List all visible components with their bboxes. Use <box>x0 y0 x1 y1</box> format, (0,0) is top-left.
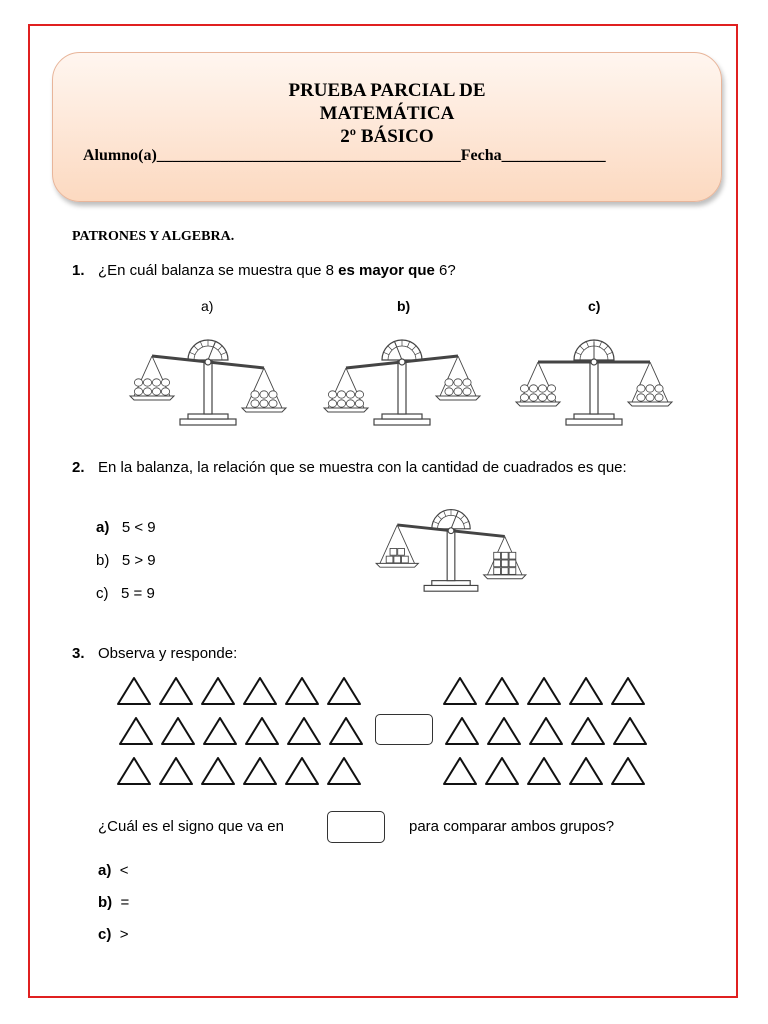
title-line-2: MATEMÁTICA <box>319 103 455 124</box>
triangle-shape <box>570 758 602 784</box>
pan-item <box>509 552 516 559</box>
balance-scale-c <box>524 330 664 430</box>
comparison-box[interactable] <box>375 714 433 745</box>
pan-item <box>494 568 501 575</box>
triangle-shape <box>202 678 234 704</box>
pan-item <box>394 556 401 563</box>
question-number: 2. <box>72 459 85 476</box>
question-3-prompt-after: para comparar ambos grupos? <box>409 818 615 835</box>
triangle-icon <box>327 715 365 747</box>
pan-item <box>251 391 259 398</box>
pan-item <box>269 400 277 407</box>
triangle-icon <box>283 755 321 787</box>
pan-item <box>328 400 336 407</box>
triangle-shape <box>286 678 318 704</box>
pan-item <box>463 379 471 386</box>
option-c[interactable] <box>98 926 128 943</box>
question-text: ¿En cuál balanza se muestra que 8 <box>98 262 339 279</box>
pan-item <box>463 388 471 395</box>
triangle-icon <box>441 755 479 787</box>
scale-post <box>398 358 406 414</box>
pan-item <box>454 388 462 395</box>
pan-item <box>398 548 405 555</box>
header-box <box>52 52 722 202</box>
option-text: > <box>119 926 129 943</box>
option-a[interactable] <box>98 862 128 879</box>
pan-item <box>355 391 363 398</box>
triangle-icon <box>525 755 563 787</box>
question-3 <box>72 645 237 662</box>
balance-scale-b <box>332 330 472 430</box>
pan-item <box>143 379 151 386</box>
pan-item <box>386 556 393 563</box>
option-label-c: c) <box>588 298 601 314</box>
triangle-icon <box>609 755 647 787</box>
pan-item <box>538 394 546 401</box>
triangle-shape <box>486 758 518 784</box>
triangle-shape <box>244 678 276 704</box>
pan-item <box>328 391 336 398</box>
pan-item <box>538 385 546 392</box>
scale-pan <box>130 396 174 400</box>
pan-item <box>501 560 508 567</box>
scale-pivot <box>399 359 405 365</box>
triangle-icon <box>157 675 195 707</box>
triangle-icon <box>325 755 363 787</box>
pan-item <box>547 394 555 401</box>
triangle-icon <box>201 715 239 747</box>
triangle-icon <box>285 715 323 747</box>
triangle-shape <box>528 678 560 704</box>
pan-item <box>337 400 345 407</box>
triangle-shape <box>118 678 150 704</box>
triangle-shape <box>570 678 602 704</box>
balance-scale-squares <box>382 500 520 596</box>
triangle-icon <box>157 755 195 787</box>
triangle-shape <box>288 718 320 744</box>
pan-item <box>655 394 663 401</box>
pan-item <box>445 388 453 395</box>
pan-item <box>646 394 654 401</box>
balance-scale-a <box>138 330 278 430</box>
pan-item <box>260 400 268 407</box>
option-letter: b) <box>96 552 110 569</box>
pan-item <box>529 394 537 401</box>
scale-base-top <box>382 414 422 419</box>
question-number: 1. <box>72 262 85 279</box>
option-letter: a) <box>96 519 110 536</box>
scale-post <box>204 358 212 414</box>
triangle-icon <box>199 675 237 707</box>
scale-post <box>590 358 598 414</box>
scale-pan <box>516 402 560 406</box>
option-b[interactable] <box>98 894 129 911</box>
triangle-shape <box>488 718 520 744</box>
option-label-b: b) <box>397 298 411 314</box>
triangle-shape <box>286 758 318 784</box>
scale-pivot <box>205 359 211 365</box>
pan-item <box>509 560 516 567</box>
triangle-icon <box>567 755 605 787</box>
option-text: 5 < 9 <box>121 519 156 536</box>
pan-item <box>134 379 142 386</box>
triangle-icon <box>283 675 321 707</box>
triangle-icon <box>115 755 153 787</box>
pan-item <box>509 568 516 575</box>
pan-item <box>269 391 277 398</box>
triangle-shape <box>612 758 644 784</box>
triangle-icon <box>569 715 607 747</box>
scale-base <box>374 419 430 425</box>
scale-pivot <box>591 359 597 365</box>
triangle-shape <box>446 718 478 744</box>
question-text-end: 6? <box>434 262 456 279</box>
pan-item <box>529 385 537 392</box>
pan-item <box>494 552 501 559</box>
pan-item <box>337 391 345 398</box>
triangle-shape <box>330 718 362 744</box>
scale-pan <box>324 408 368 412</box>
triangle-icon <box>567 675 605 707</box>
scale-pan <box>436 396 480 400</box>
scale-base-top <box>188 414 228 419</box>
pan-item <box>520 385 528 392</box>
triangle-shape <box>120 718 152 744</box>
scale-base-top <box>574 414 614 419</box>
option-text: = <box>120 894 130 911</box>
pan-item <box>161 379 169 386</box>
triangle-icon <box>241 675 279 707</box>
pan-item <box>260 391 268 398</box>
question-3-prompt-before: ¿Cuál es el signo que va en <box>98 818 284 835</box>
scale-base <box>566 419 622 425</box>
title-line-3: 2º BÁSICO <box>340 126 434 147</box>
option-c[interactable] <box>96 585 155 602</box>
scale-pan <box>484 575 526 579</box>
triangle-icon <box>115 675 153 707</box>
triangle-shape <box>204 718 236 744</box>
option-a[interactable] <box>96 519 156 536</box>
answer-box[interactable] <box>327 811 385 843</box>
pan-item <box>152 379 160 386</box>
triangle-shape <box>162 718 194 744</box>
pan-item <box>637 394 645 401</box>
triangle-shape <box>118 758 150 784</box>
option-letter: b) <box>98 894 113 911</box>
triangle-icon <box>609 675 647 707</box>
pan-item <box>152 388 160 395</box>
scale-base <box>180 419 236 425</box>
pan-item <box>520 394 528 401</box>
pan-item <box>646 385 654 392</box>
triangle-icon <box>527 715 565 747</box>
title-line-1: PRUEBA PARCIAL DE <box>288 80 486 101</box>
pan-item <box>494 560 501 567</box>
option-label-a: a) <box>201 298 214 314</box>
triangle-shape <box>530 718 562 744</box>
triangle-shape <box>202 758 234 784</box>
triangle-icon <box>199 755 237 787</box>
triangle-icon <box>441 675 479 707</box>
pan-item <box>445 379 453 386</box>
triangle-shape <box>328 678 360 704</box>
pan-item <box>143 388 151 395</box>
scale-pan <box>628 402 672 406</box>
triangle-icon <box>117 715 155 747</box>
pan-item <box>501 568 508 575</box>
question-2 <box>72 459 627 476</box>
triangle-icon <box>611 715 649 747</box>
triangle-shape <box>444 678 476 704</box>
triangle-shape <box>528 758 560 784</box>
pan-item <box>390 548 397 555</box>
pan-item <box>346 391 354 398</box>
question-text: En la balanza, la relación que se muestra con la cantidad de cuadrados es que: <box>98 459 627 476</box>
triangle-icon <box>243 715 281 747</box>
triangle-shape <box>246 718 278 744</box>
pan-item <box>161 388 169 395</box>
triangle-shape <box>328 758 360 784</box>
student-date-line: Alumno(a)______________________________________Fecha_____________ <box>83 147 606 164</box>
triangle-icon <box>525 675 563 707</box>
question-text: Observa y responde: <box>98 645 238 662</box>
option-b[interactable] <box>96 552 156 569</box>
triangle-shape <box>160 678 192 704</box>
option-text: 5 > 9 <box>121 552 156 569</box>
triangle-shape <box>244 758 276 784</box>
pan-item <box>454 379 462 386</box>
triangle-icon <box>483 755 521 787</box>
triangle-icon <box>483 675 521 707</box>
section-title: PATRONES Y ALGEBRA. <box>72 229 235 244</box>
option-letter: c) <box>98 926 112 943</box>
question-1 <box>72 262 456 279</box>
pan-item <box>134 388 142 395</box>
question-text-bold: es mayor que <box>338 262 435 279</box>
triangle-icon <box>241 755 279 787</box>
option-letter: a) <box>98 862 112 879</box>
pan-item <box>637 385 645 392</box>
triangle-icon <box>325 675 363 707</box>
option-text: 5 = 9 <box>121 585 155 602</box>
pan-item <box>501 552 508 559</box>
triangle-shape <box>486 678 518 704</box>
scale-base <box>424 585 478 591</box>
triangle-shape <box>614 718 646 744</box>
triangle-icon <box>485 715 523 747</box>
pan-item <box>346 400 354 407</box>
triangle-shape <box>160 758 192 784</box>
pan-item <box>547 385 555 392</box>
scale-pivot <box>448 528 454 534</box>
triangle-icon <box>159 715 197 747</box>
pan-item <box>655 385 663 392</box>
scale-pan <box>242 408 286 412</box>
scale-pan <box>376 563 418 567</box>
triangle-shape <box>612 678 644 704</box>
pan-item <box>355 400 363 407</box>
scale-post <box>447 527 455 581</box>
triangle-icon <box>443 715 481 747</box>
scale-base-top <box>432 581 470 586</box>
option-letter: c) <box>96 585 109 602</box>
question-number: 3. <box>72 645 85 662</box>
triangle-shape <box>444 758 476 784</box>
triangle-shape <box>572 718 604 744</box>
pan-item <box>402 556 409 563</box>
pan-item <box>251 400 259 407</box>
option-text: < <box>119 862 129 879</box>
